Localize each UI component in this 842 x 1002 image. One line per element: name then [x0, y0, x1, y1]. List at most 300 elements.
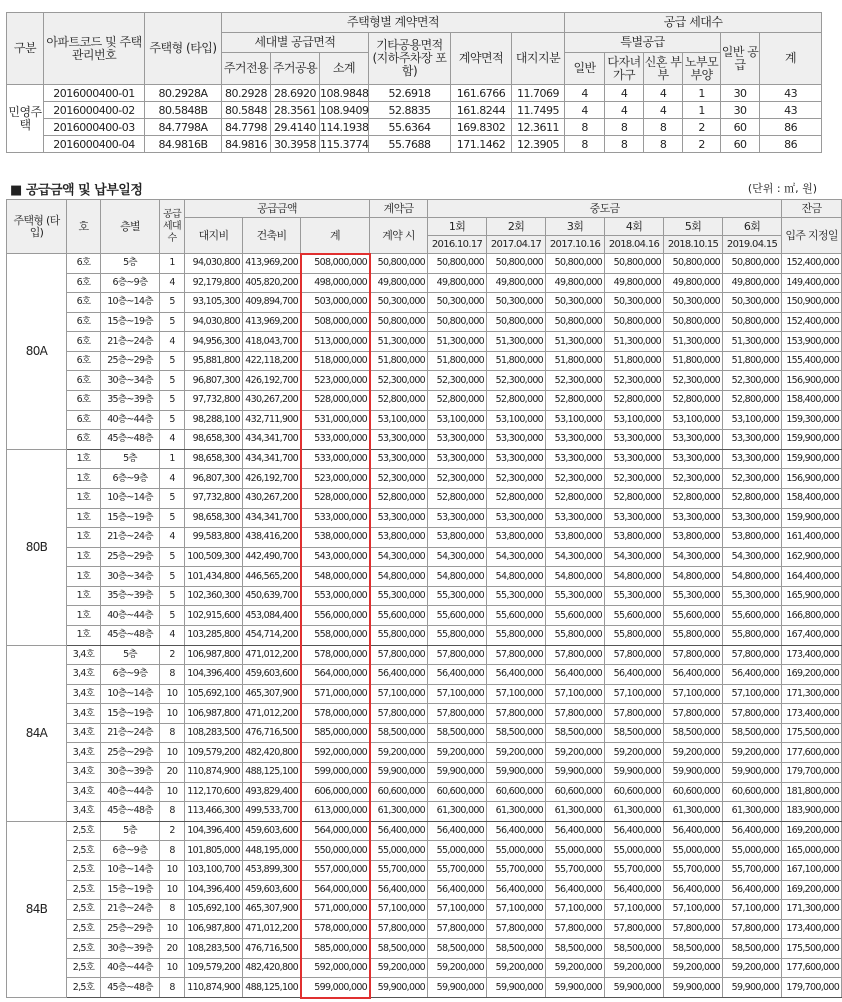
installment-3-cell: 56,400,000 — [546, 665, 605, 685]
build-cost-cell: 482,420,800 — [243, 958, 301, 978]
land-cost-cell: 104,396,400 — [185, 880, 243, 900]
build-cost-cell: 459,603,600 — [243, 821, 301, 841]
unit-cell: 3,4호 — [67, 723, 101, 743]
area-table-row — [7, 136, 822, 153]
total-price-cell: 564,000,000 — [301, 665, 370, 685]
header-households: 공급 세대 수 — [160, 200, 185, 254]
unit-cell: 1호 — [67, 449, 101, 469]
deposit-cell: 52,800,000 — [370, 391, 428, 411]
installment-5-cell: 59,200,000 — [664, 743, 723, 763]
installment-1-cell: 59,200,000 — [428, 958, 487, 978]
build-cost-cell: 493,829,400 — [243, 782, 301, 802]
deposit-cell: 52,800,000 — [370, 488, 428, 508]
build-cost-cell: 454,714,200 — [243, 625, 301, 645]
households-cell: 5 — [160, 312, 185, 332]
build-cost-cell: 476,716,500 — [243, 939, 301, 959]
floor-cell: 25층~29층 — [101, 547, 160, 567]
price-table-row — [7, 508, 842, 528]
installment-6-cell: 57,800,000 — [723, 645, 782, 665]
floor-cell: 6층~9층 — [101, 665, 160, 685]
total-price-cell: 518,000,000 — [301, 351, 370, 371]
installment-3-cell: 59,900,000 — [546, 763, 605, 783]
households-total-cell: 86 — [760, 136, 822, 153]
price-table-row — [7, 919, 842, 939]
deposit-cell: 51,300,000 — [370, 332, 428, 352]
balance-cell: 166,800,000 — [782, 606, 842, 626]
balance-cell: 179,700,000 — [782, 978, 842, 998]
installment-1-cell: 59,200,000 — [428, 743, 487, 763]
contract-area-cell: 161.8244 — [451, 102, 512, 119]
apt-code-cell: 2016000400-02 — [44, 102, 145, 119]
installment-5-cell: 50,800,000 — [664, 254, 723, 274]
balance-cell: 165,000,000 — [782, 841, 842, 861]
installment-2-cell: 55,000,000 — [487, 841, 546, 861]
installment-2-cell: 50,800,000 — [487, 312, 546, 332]
price-table-row — [7, 841, 842, 861]
households-cell: 5 — [160, 371, 185, 391]
price-table-row — [7, 860, 842, 880]
installment-4-cell: 55,700,000 — [605, 860, 664, 880]
total-price-cell: 533,000,000 — [301, 430, 370, 450]
installment-3-cell: 56,400,000 — [546, 821, 605, 841]
installment-4-cell: 57,800,000 — [605, 645, 664, 665]
price-table-row — [7, 547, 842, 567]
installment-2-cell: 57,100,000 — [487, 900, 546, 920]
unit-cell: 6호 — [67, 391, 101, 411]
balance-cell: 183,900,000 — [782, 802, 842, 822]
exclusive-area-cell: 84.9816 — [222, 136, 271, 153]
installment-1-cell: 56,400,000 — [428, 665, 487, 685]
unit-cell: 2,5호 — [67, 821, 101, 841]
installment-5-cell: 55,000,000 — [664, 841, 723, 861]
installment-1-cell: 55,600,000 — [428, 606, 487, 626]
header-installment-label: 3회 — [546, 218, 605, 236]
unit-cell: 3,4호 — [67, 802, 101, 822]
floor-cell: 5층 — [101, 254, 160, 274]
installment-6-cell: 59,200,000 — [723, 958, 782, 978]
floor-cell: 25층~29층 — [101, 919, 160, 939]
balance-cell: 167,100,000 — [782, 860, 842, 880]
installment-2-cell: 58,500,000 — [487, 939, 546, 959]
installment-4-cell: 56,400,000 — [605, 665, 664, 685]
installment-2-cell: 51,800,000 — [487, 351, 546, 371]
price-table-row — [7, 332, 842, 352]
build-cost-cell: 438,416,200 — [243, 528, 301, 548]
installment-5-cell: 52,800,000 — [664, 488, 723, 508]
build-cost-cell: 430,267,200 — [243, 488, 301, 508]
installment-2-cell: 50,800,000 — [487, 254, 546, 274]
total-price-cell: 599,000,000 — [301, 978, 370, 998]
floor-cell: 40층~44층 — [101, 410, 160, 430]
installment-1-cell: 55,700,000 — [428, 860, 487, 880]
land-cost-cell: 104,396,400 — [185, 821, 243, 841]
newlywed-cell: 4 — [644, 85, 683, 102]
special-general-cell: 4 — [565, 102, 605, 119]
installment-2-cell: 52,800,000 — [487, 391, 546, 411]
deposit-cell: 57,800,000 — [370, 704, 428, 724]
installment-2-cell: 52,300,000 — [487, 371, 546, 391]
contract-area-cell: 161.6766 — [451, 85, 512, 102]
installment-5-cell: 58,500,000 — [664, 723, 723, 743]
section-header — [6, 177, 821, 197]
contract-area-cell: 169.8302 — [451, 119, 512, 136]
land-cost-cell: 112,170,600 — [185, 782, 243, 802]
subtotal-area-cell: 115.3774 — [320, 137, 369, 151]
balance-cell: 158,400,000 — [782, 391, 842, 411]
balance-cell: 159,900,000 — [782, 449, 842, 469]
land-cost-cell: 92,179,800 — [185, 273, 243, 293]
households-cell: 10 — [160, 782, 185, 802]
households-cell: 10 — [160, 958, 185, 978]
area-table-row — [7, 85, 822, 102]
households-cell: 2 — [160, 821, 185, 841]
price-table-row — [7, 273, 842, 293]
installment-2-cell: 61,300,000 — [487, 802, 546, 822]
land-cost-cell: 105,692,100 — [185, 684, 243, 704]
unit-cell: 2,5호 — [67, 978, 101, 998]
balance-cell: 175,500,000 — [782, 723, 842, 743]
total-price-cell: 592,000,000 — [301, 743, 370, 763]
installment-3-cell: 55,300,000 — [546, 586, 605, 606]
land-share-cell: 11.7495 — [512, 102, 565, 119]
unit-cell: 1호 — [67, 469, 101, 489]
house-type-cell: 80.2928A — [145, 85, 222, 102]
installment-1-cell: 60,600,000 — [428, 782, 487, 802]
unit-cell: 1호 — [67, 508, 101, 528]
header-apt-code: 아파트코드 및 주택관리번호 — [44, 13, 145, 85]
price-table-row — [7, 254, 842, 274]
build-cost-cell: 413,969,200 — [243, 254, 301, 274]
multi-child-cell: 4 — [605, 102, 644, 119]
area-table-row — [7, 119, 822, 136]
land-cost-cell: 110,874,900 — [185, 978, 243, 998]
households-cell: 5 — [160, 488, 185, 508]
installment-5-cell: 49,800,000 — [664, 273, 723, 293]
price-table-row — [7, 430, 842, 450]
installment-1-cell: 57,800,000 — [428, 919, 487, 939]
installment-4-cell: 53,300,000 — [605, 430, 664, 450]
balance-cell: 153,900,000 — [782, 332, 842, 352]
households-cell: 1 — [160, 449, 185, 469]
price-table-row — [7, 821, 842, 841]
installment-3-cell: 50,300,000 — [546, 293, 605, 313]
installment-1-cell: 56,400,000 — [428, 821, 487, 841]
build-cost-cell: 422,118,200 — [243, 351, 301, 371]
installment-1-cell: 55,000,000 — [428, 841, 487, 861]
balance-cell: 169,200,000 — [782, 821, 842, 841]
total-price-cell: 564,000,000 — [301, 821, 370, 841]
header-installment-date: 2018.04.16 — [605, 236, 664, 254]
installment-1-cell: 59,900,000 — [428, 978, 487, 998]
installment-4-cell: 55,000,000 — [605, 841, 664, 861]
land-cost-cell: 109,579,200 — [185, 743, 243, 763]
general-supply-cell: 60 — [721, 136, 760, 153]
unit-cell: 1호 — [67, 528, 101, 548]
installment-2-cell: 56,400,000 — [487, 880, 546, 900]
installment-4-cell: 52,800,000 — [605, 391, 664, 411]
installment-2-cell: 59,900,000 — [487, 978, 546, 998]
price-table-row — [7, 469, 842, 489]
installment-2-cell: 54,800,000 — [487, 567, 546, 587]
installment-6-cell: 56,400,000 — [723, 665, 782, 685]
installment-5-cell: 55,700,000 — [664, 860, 723, 880]
house-type-group-cell: 84B — [7, 821, 67, 997]
price-table-row — [7, 528, 842, 548]
floor-cell: 30층~34층 — [101, 371, 160, 391]
deposit-cell: 59,900,000 — [370, 978, 428, 998]
build-cost-cell: 488,125,100 — [243, 763, 301, 783]
unit-cell: 2,5호 — [67, 880, 101, 900]
installment-3-cell: 51,300,000 — [546, 332, 605, 352]
build-cost-cell: 450,639,700 — [243, 586, 301, 606]
total-price-cell: 558,000,000 — [301, 625, 370, 645]
deposit-cell: 55,600,000 — [370, 606, 428, 626]
total-price-cell: 564,000,000 — [301, 880, 370, 900]
installment-6-cell: 51,800,000 — [723, 351, 782, 371]
deposit-cell: 55,000,000 — [370, 841, 428, 861]
house-type-cell: 84.7798A — [145, 119, 222, 136]
build-cost-cell: 426,192,700 — [243, 469, 301, 489]
installment-6-cell: 55,300,000 — [723, 586, 782, 606]
installment-5-cell: 54,300,000 — [664, 547, 723, 567]
households-cell: 5 — [160, 351, 185, 371]
price-table-row — [7, 665, 842, 685]
installment-4-cell: 50,800,000 — [605, 254, 664, 274]
land-cost-cell: 98,658,300 — [185, 430, 243, 450]
special-general-cell: 8 — [565, 119, 605, 136]
deposit-cell: 53,300,000 — [370, 430, 428, 450]
total-price-cell: 613,000,000 — [301, 802, 370, 822]
total-price-cell: 508,000,000 — [301, 254, 370, 274]
installment-6-cell: 59,900,000 — [723, 763, 782, 783]
land-cost-cell: 113,466,300 — [185, 802, 243, 822]
total-price-cell: 548,000,000 — [301, 567, 370, 587]
installment-4-cell: 52,800,000 — [605, 488, 664, 508]
floor-cell: 10층~14층 — [101, 684, 160, 704]
build-cost-cell: 405,820,200 — [243, 273, 301, 293]
header-general-supply: 일반 공급 — [721, 33, 760, 85]
total-price-cell: 556,000,000 — [301, 606, 370, 626]
build-cost-cell: 413,969,200 — [243, 312, 301, 332]
installment-6-cell: 55,000,000 — [723, 841, 782, 861]
installment-2-cell: 52,800,000 — [487, 488, 546, 508]
unit-cell: 6호 — [67, 371, 101, 391]
installment-1-cell: 51,300,000 — [428, 332, 487, 352]
installment-4-cell: 51,800,000 — [605, 351, 664, 371]
total-price-cell: 578,000,000 — [301, 919, 370, 939]
price-table-row — [7, 312, 842, 332]
households-cell: 4 — [160, 332, 185, 352]
total-price-cell: 578,000,000 — [301, 645, 370, 665]
build-cost-cell: 434,341,700 — [243, 430, 301, 450]
installment-4-cell: 59,900,000 — [605, 978, 664, 998]
unit-cell: 3,4호 — [67, 782, 101, 802]
unit-cell: 6호 — [67, 273, 101, 293]
header-house-type: 주택형 (타입) — [7, 200, 67, 254]
build-cost-cell: 482,420,800 — [243, 743, 301, 763]
installment-3-cell: 52,800,000 — [546, 488, 605, 508]
unit-cell: 2,5호 — [67, 841, 101, 861]
installment-1-cell: 55,300,000 — [428, 586, 487, 606]
installment-3-cell: 57,800,000 — [546, 704, 605, 724]
deposit-cell: 56,400,000 — [370, 880, 428, 900]
total-price-cell: 553,000,000 — [301, 586, 370, 606]
header-division: 구분 — [7, 13, 44, 85]
installment-6-cell: 56,400,000 — [723, 880, 782, 900]
installment-4-cell: 59,200,000 — [605, 743, 664, 763]
floor-cell: 40층~44층 — [101, 782, 160, 802]
balance-cell: 158,400,000 — [782, 488, 842, 508]
households-cell: 8 — [160, 978, 185, 998]
installment-5-cell: 61,300,000 — [664, 802, 723, 822]
price-table-row — [7, 763, 842, 783]
installment-4-cell: 57,100,000 — [605, 900, 664, 920]
households-cell: 5 — [160, 567, 185, 587]
installment-1-cell: 49,800,000 — [428, 273, 487, 293]
general-supply-cell: 60 — [721, 119, 760, 136]
installment-3-cell: 52,300,000 — [546, 371, 605, 391]
unit-cell: 6호 — [67, 254, 101, 274]
installment-5-cell: 56,400,000 — [664, 665, 723, 685]
households-cell: 2 — [160, 645, 185, 665]
installment-6-cell: 49,800,000 — [723, 273, 782, 293]
floor-cell: 21층~24층 — [101, 528, 160, 548]
land-cost-cell: 97,732,800 — [185, 391, 243, 411]
installment-2-cell: 53,100,000 — [487, 410, 546, 430]
land-cost-cell: 110,874,900 — [185, 763, 243, 783]
build-cost-cell: 434,341,700 — [243, 508, 301, 528]
price-schedule-table — [6, 199, 842, 998]
total-price-cell: 508,000,000 — [301, 312, 370, 332]
installment-3-cell: 59,200,000 — [546, 958, 605, 978]
installment-4-cell: 53,300,000 — [605, 508, 664, 528]
build-cost-cell: 426,192,700 — [243, 371, 301, 391]
households-cell: 4 — [160, 430, 185, 450]
unit-cell: 2,5호 — [67, 860, 101, 880]
installment-2-cell: 52,300,000 — [487, 469, 546, 489]
header-balance-when: 입주 지정일 — [782, 218, 842, 254]
installment-6-cell: 52,800,000 — [723, 391, 782, 411]
installment-3-cell: 55,700,000 — [546, 860, 605, 880]
header-other-common: 기타공용면적 (지하주차장 포함) — [369, 33, 451, 85]
installment-1-cell: 53,800,000 — [428, 528, 487, 548]
installment-2-cell: 59,200,000 — [487, 743, 546, 763]
households-cell: 4 — [160, 528, 185, 548]
installment-1-cell: 57,800,000 — [428, 704, 487, 724]
floor-cell: 21층~24층 — [101, 332, 160, 352]
installment-3-cell: 57,100,000 — [546, 900, 605, 920]
header-installment-label: 5회 — [664, 218, 723, 236]
installment-6-cell: 53,800,000 — [723, 528, 782, 548]
header-installment-label: 2회 — [487, 218, 546, 236]
installment-6-cell: 52,300,000 — [723, 371, 782, 391]
installment-5-cell: 51,300,000 — [664, 332, 723, 352]
land-cost-cell: 109,579,200 — [185, 958, 243, 978]
installment-2-cell: 53,800,000 — [487, 528, 546, 548]
installment-6-cell: 51,300,000 — [723, 332, 782, 352]
special-general-cell: 8 — [565, 136, 605, 153]
installment-2-cell: 57,800,000 — [487, 919, 546, 939]
households-cell: 20 — [160, 939, 185, 959]
households-cell: 10 — [160, 704, 185, 724]
unit-cell: 2,5호 — [67, 958, 101, 978]
installment-3-cell: 55,000,000 — [546, 841, 605, 861]
build-cost-cell: 499,533,700 — [243, 802, 301, 822]
header-house-type: 주택형 (타입) — [145, 13, 222, 85]
installment-1-cell: 50,800,000 — [428, 312, 487, 332]
households-cell: 5 — [160, 547, 185, 567]
build-cost-cell: 430,267,200 — [243, 391, 301, 411]
deposit-cell: 61,300,000 — [370, 802, 428, 822]
households-cell: 5 — [160, 606, 185, 626]
floor-cell: 6층~9층 — [101, 841, 160, 861]
elderly-cell: 1 — [683, 102, 721, 119]
house-type-group-cell: 80B — [7, 449, 67, 645]
installment-6-cell: 53,300,000 — [723, 430, 782, 450]
installment-6-cell: 56,400,000 — [723, 821, 782, 841]
header-common: 주거공용 — [271, 53, 320, 85]
installment-6-cell: 60,600,000 — [723, 782, 782, 802]
installment-4-cell: 50,800,000 — [605, 312, 664, 332]
total-price-cell: 528,000,000 — [301, 488, 370, 508]
balance-cell: 169,200,000 — [782, 880, 842, 900]
unit-cell: 3,4호 — [67, 743, 101, 763]
deposit-cell: 53,300,000 — [370, 508, 428, 528]
header-deposit-when: 계약 시 — [370, 218, 428, 254]
land-cost-cell: 95,881,800 — [185, 351, 243, 371]
installment-2-cell: 59,200,000 — [487, 958, 546, 978]
installment-6-cell: 57,100,000 — [723, 684, 782, 704]
balance-cell: 150,900,000 — [782, 293, 842, 313]
land-share-cell: 11.7069 — [512, 85, 565, 102]
floor-cell: 30층~34층 — [101, 567, 160, 587]
installment-5-cell: 52,800,000 — [664, 391, 723, 411]
unit-cell: 6호 — [67, 312, 101, 332]
header-special-general: 일반 — [565, 53, 605, 85]
installment-1-cell: 50,300,000 — [428, 293, 487, 313]
balance-cell: 156,900,000 — [782, 371, 842, 391]
installment-3-cell: 59,900,000 — [546, 978, 605, 998]
installment-4-cell: 57,800,000 — [605, 919, 664, 939]
balance-cell: 173,400,000 — [782, 919, 842, 939]
unit-cell: 6호 — [67, 351, 101, 371]
installment-2-cell: 56,400,000 — [487, 821, 546, 841]
installment-3-cell: 59,200,000 — [546, 743, 605, 763]
installment-5-cell: 55,800,000 — [664, 625, 723, 645]
build-cost-cell: 465,307,900 — [243, 900, 301, 920]
price-table-row — [7, 371, 842, 391]
header-supply-area: 세대별 공급면적 — [222, 33, 369, 53]
balance-cell: 167,400,000 — [782, 625, 842, 645]
build-cost-cell: 471,012,200 — [243, 704, 301, 724]
floor-cell: 6층~9층 — [101, 469, 160, 489]
installment-4-cell: 53,100,000 — [605, 410, 664, 430]
installment-4-cell: 58,500,000 — [605, 723, 664, 743]
installment-2-cell: 53,300,000 — [487, 508, 546, 528]
households-cell: 10 — [160, 919, 185, 939]
price-table-row — [7, 488, 842, 508]
installment-3-cell: 54,300,000 — [546, 547, 605, 567]
households-cell: 20 — [160, 763, 185, 783]
installment-6-cell: 50,800,000 — [723, 254, 782, 274]
common-area-cell: 28.3561 — [271, 102, 320, 119]
installment-2-cell: 53,300,000 — [487, 449, 546, 469]
land-share-cell: 12.3905 — [512, 136, 565, 153]
price-table-row — [7, 939, 842, 959]
land-cost-cell: 104,396,400 — [185, 665, 243, 685]
newlywed-cell: 8 — [644, 119, 683, 136]
exclusive-area-cell: 84.7798 — [222, 119, 271, 136]
